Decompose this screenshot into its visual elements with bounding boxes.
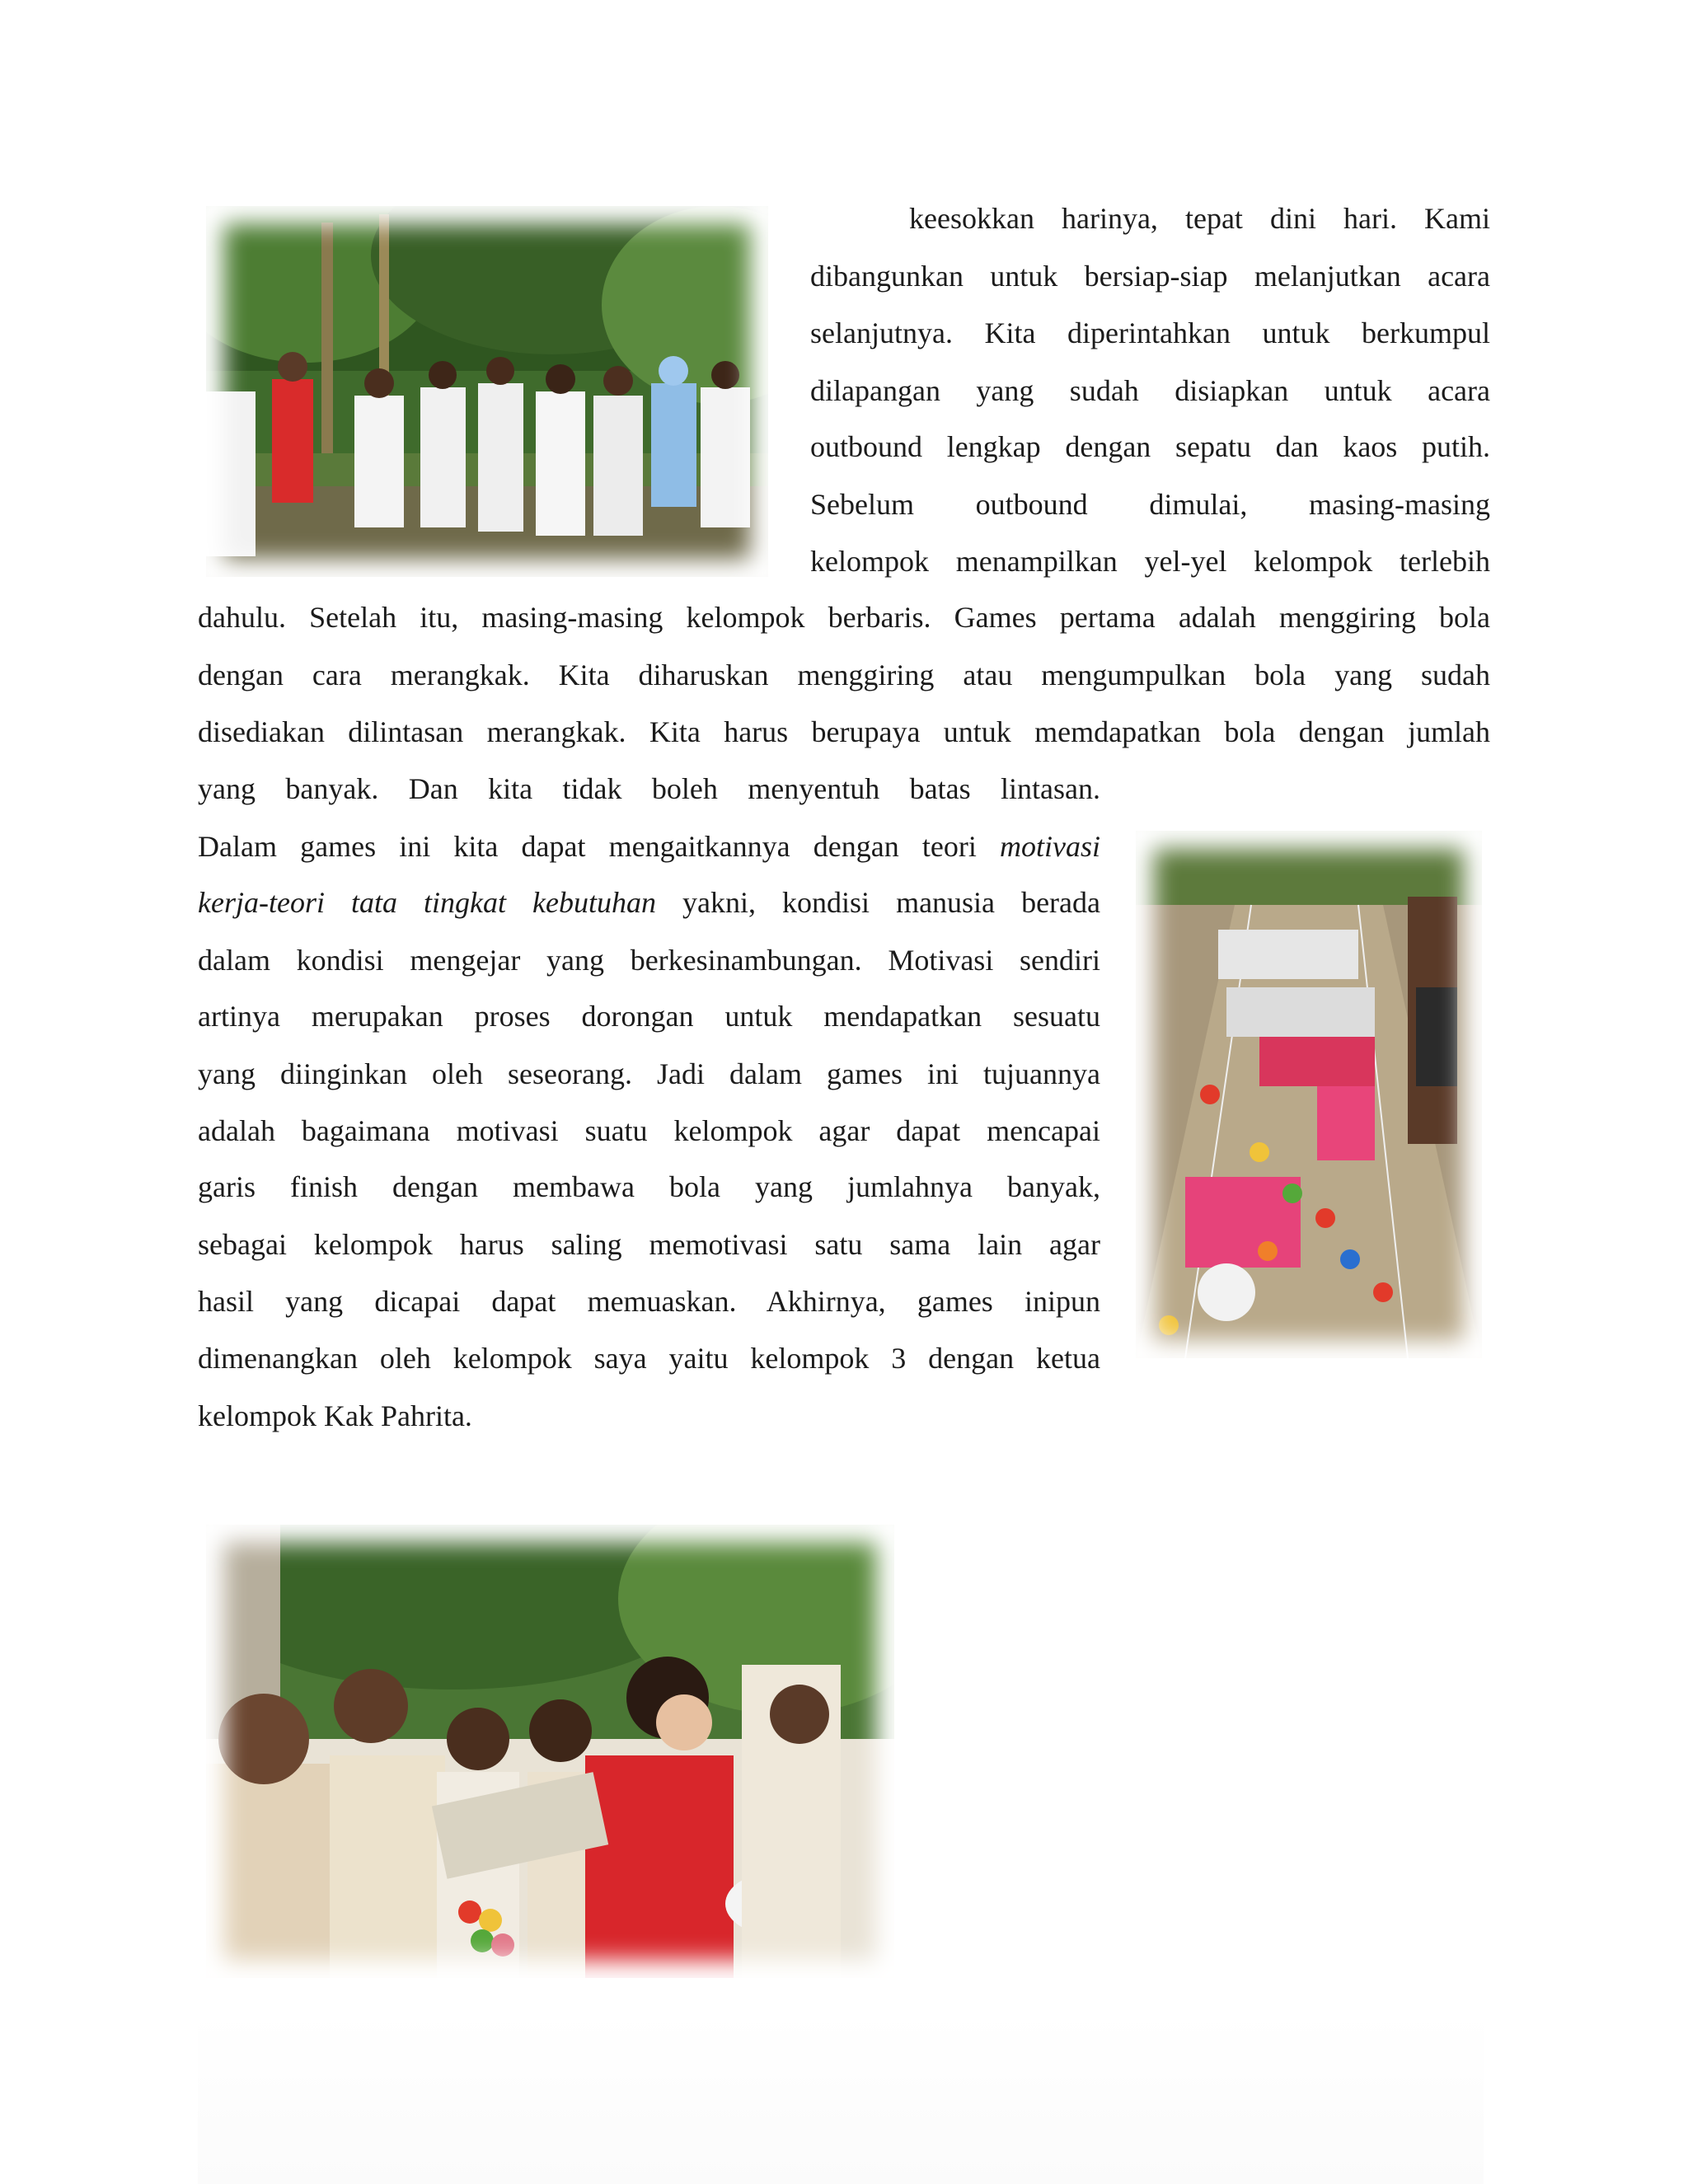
text-line-3: selanjutnya. Kita diperintahkan untuk berkumpul	[810, 316, 1490, 349]
text-line-17: adalah bagaimana motivasi suatu kelompok agar dapat mencapai	[198, 1114, 1100, 1147]
text-line-20: hasil yang dicapai dapat memuaskan. Akhirnya, games inipun	[198, 1285, 1100, 1318]
text-line-15: artinya merupakan proses dorongan untuk mendapatkan sesuatu	[198, 1000, 1100, 1033]
text-line-19: sebagai kelompok harus saling memotivasi satu sama lain agar	[198, 1228, 1100, 1261]
text-line-13-end: yakni, kondisi manusia berada	[655, 886, 1100, 919]
text-line-16: yang diinginkan oleh seseorang. Jadi dalam games ini tujuannya	[198, 1057, 1100, 1090]
ball-lane-illustration	[1136, 831, 1482, 1358]
text-line-12	[198, 818, 1100, 875]
crawling-ball-game-photo	[1136, 831, 1482, 1358]
text-line-2: dibangunkan untuk bersiap-siap melanjutkan acara	[810, 260, 1490, 293]
italic-term-theory: kerja-teori tata tingkat kebutuhan	[198, 886, 656, 919]
text-line-7: kelompok menampilkan yel-yel kelompok terlebih	[810, 545, 1490, 578]
text-line-4: dilapangan yang sudah disiapkan untuk acara	[810, 374, 1490, 407]
text-line-21: dimenangkan oleh kelompok saya yaitu kelompok 3 dengan ketua	[198, 1342, 1100, 1375]
text-line-1: keesokkan harinya, tepat dini hari. Kami	[909, 202, 1490, 235]
text-line-5: outbound lengkap dengan sepatu dan kaos putih.	[810, 430, 1490, 463]
italic-term-motivasi: motivasi	[1000, 830, 1100, 863]
page-bottom-shade	[198, 2011, 1484, 2184]
text-line-13	[198, 874, 1100, 931]
text-line-10: disediakan dilintasan merangkak. Kita harus berupaya untuk memdapatkan bola dengan jumlah	[198, 715, 1490, 748]
text-line-8: dahulu. Setelah itu, masing-masing kelompok berbaris. Games pertama adalah menggiring bola	[198, 601, 1490, 634]
text-line-12-start: Dalam games ini kita dapat mengaitkannya dengan teori	[198, 830, 1000, 863]
text-line-11: yang banyak. Dan kita tidak boleh menyentuh batas lintasan.	[198, 772, 1100, 805]
winning-team-photo	[206, 1525, 894, 1978]
text-line-14: dalam kondisi mengejar yang berkesinambungan. Motivasi sendiri	[198, 944, 1100, 977]
text-line-9: dengan cara merangkak. Kita diharuskan menggiring atau mengumpulkan bola yang sudah	[198, 658, 1490, 691]
group-yel-yel-photo	[206, 206, 768, 577]
text-line-22: kelompok Kak Pahrita.	[198, 1399, 472, 1432]
team-celebration-illustration	[206, 1525, 894, 1978]
text-line-18: garis finish dengan membawa bola yang jumlahnya banyak,	[198, 1170, 1100, 1203]
text-line-6: Sebelum outbound dimulai, masing-masing	[810, 488, 1490, 521]
forest-group-illustration	[206, 206, 768, 577]
